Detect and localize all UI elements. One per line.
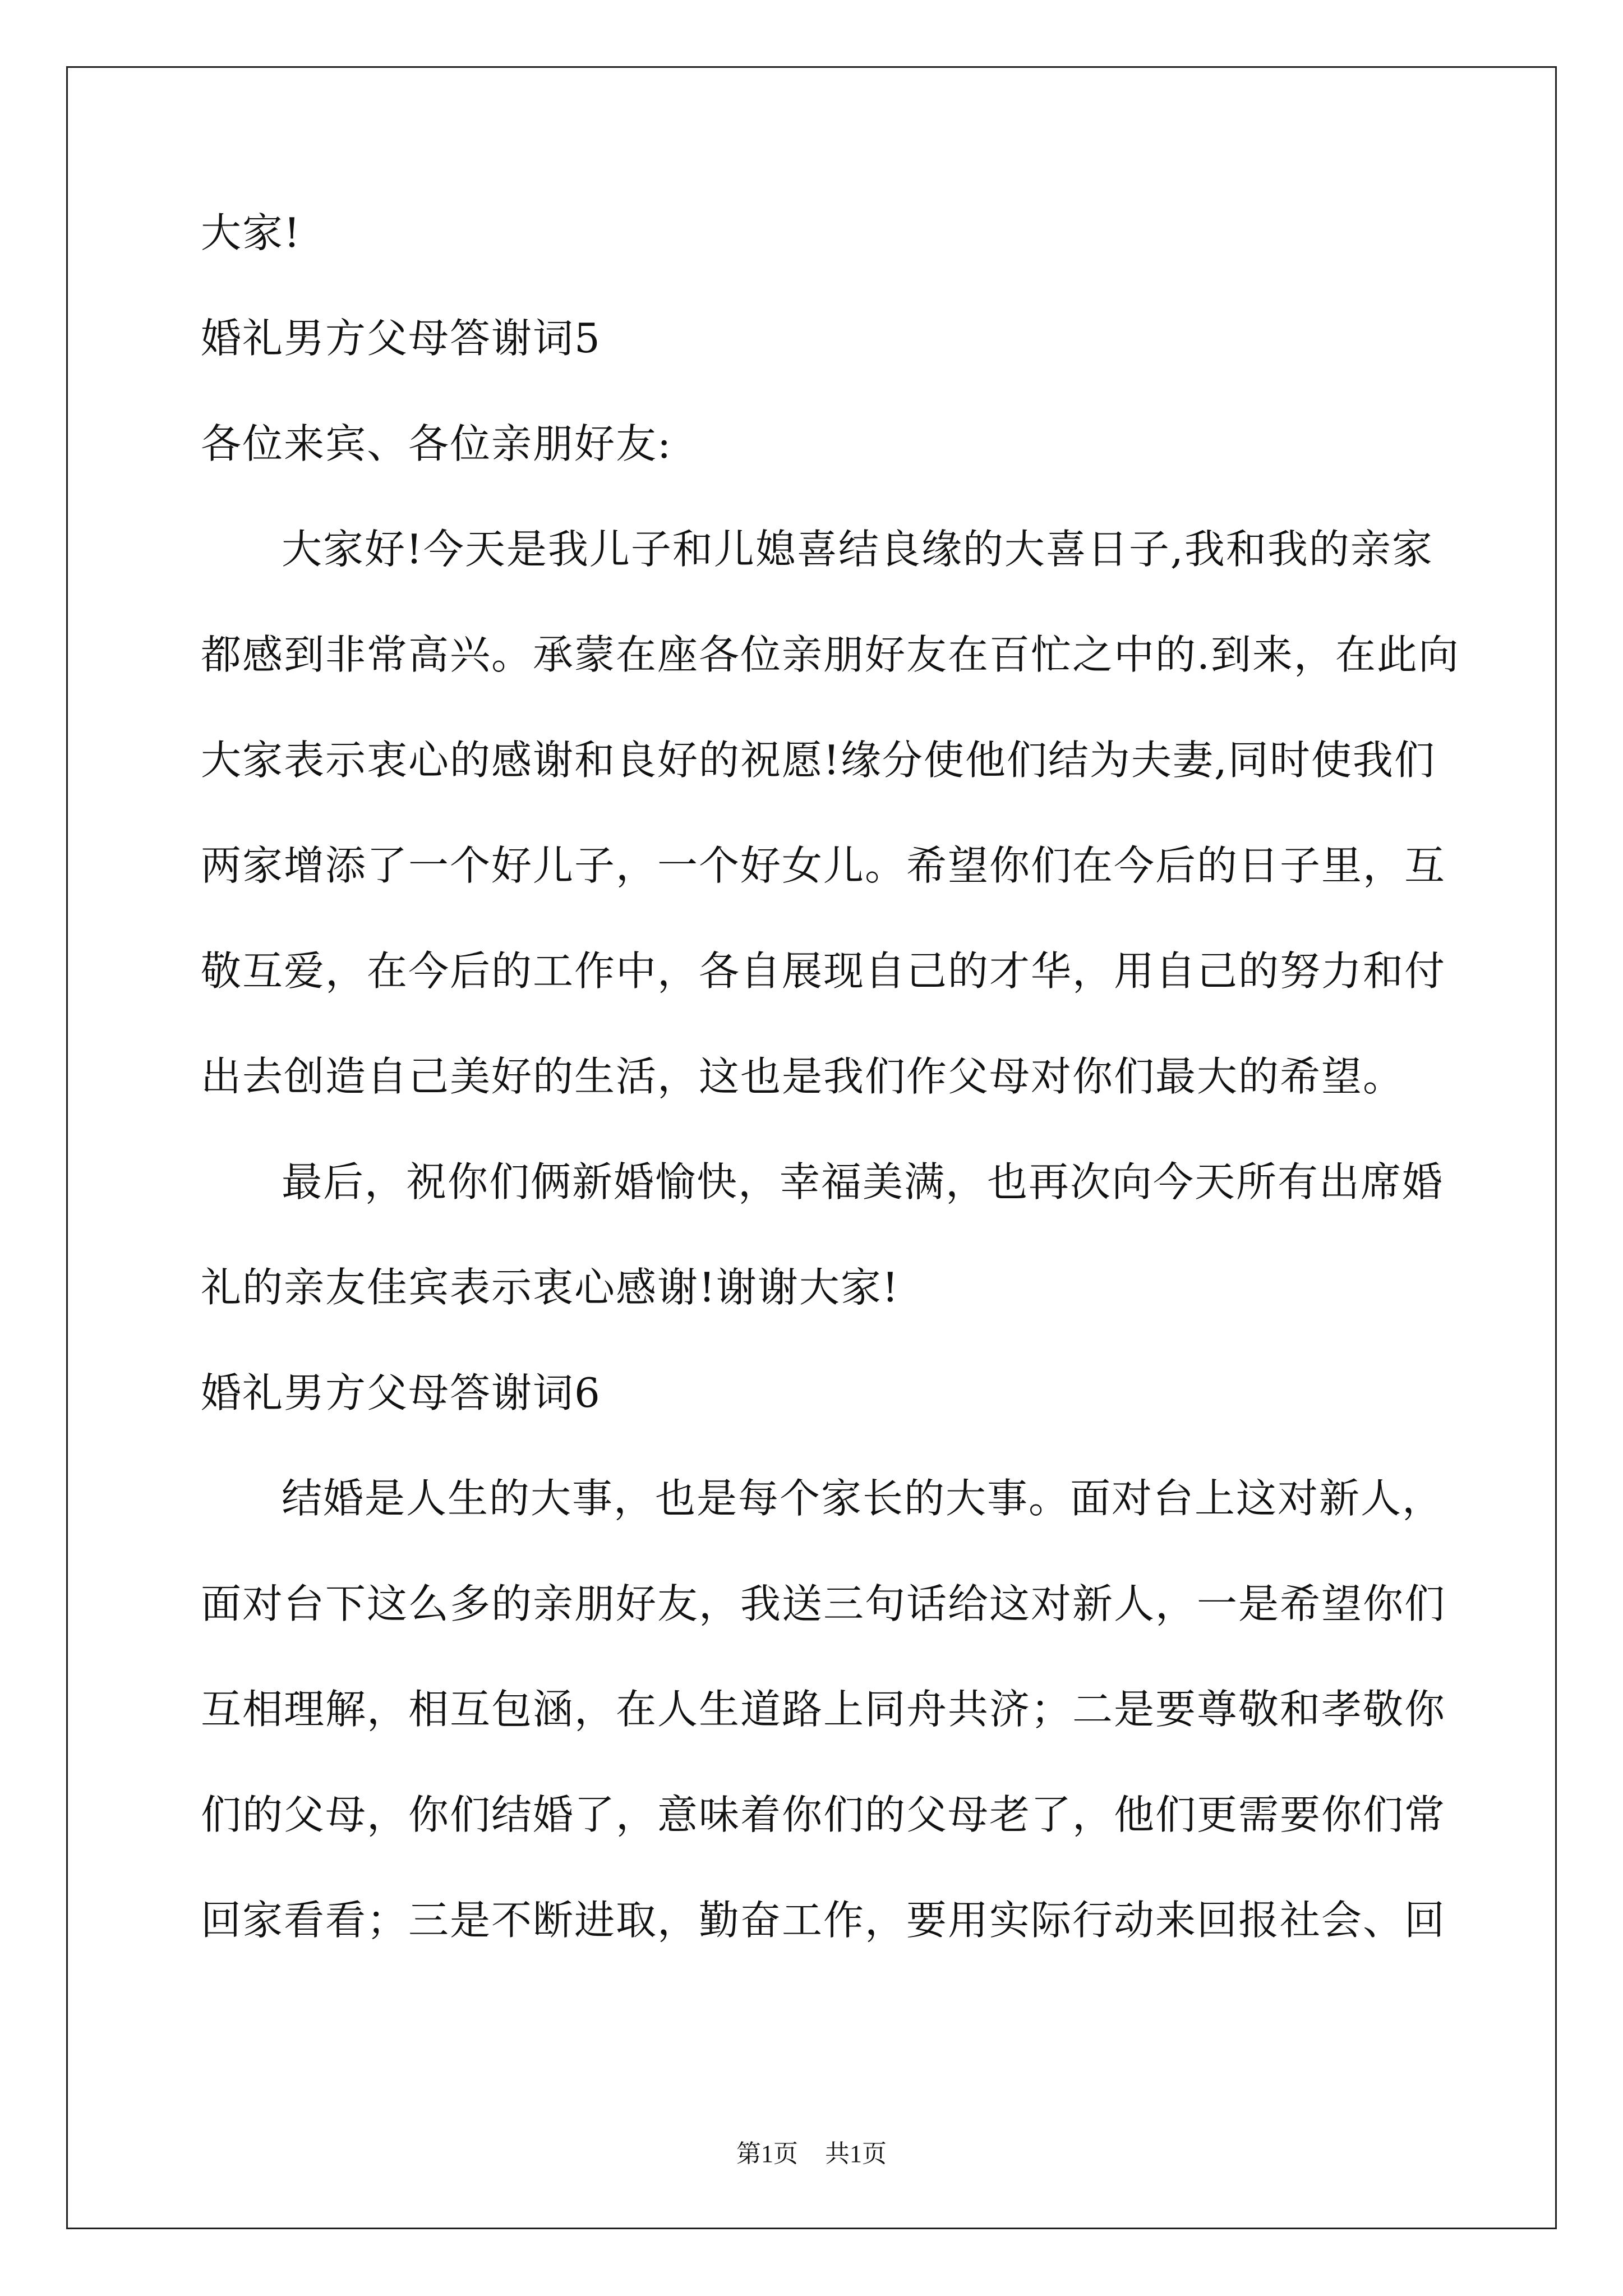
section-heading: 婚礼男方父母答谢词5 (201, 315, 601, 362)
paragraph-line: 都感到非常高兴。承蒙在座各位亲朋好友在百忙之中的.到来，在此向 (201, 631, 1460, 678)
paragraph-line: 出去创造自己美好的生活，这也是我们作父母对你们最大的希望。 (201, 1053, 1405, 1100)
paragraph-line: 两家增添了一个好儿子，一个好女儿。希望你们在今后的日子里，互 (201, 842, 1446, 889)
paragraph-line: 敬互爱，在今后的工作中，各自展现自己的才华，用自己的努力和付 (201, 947, 1446, 995)
section-heading: 婚礼男方父母答谢词6 (201, 1369, 601, 1416)
page-total: 共1页 (825, 2140, 887, 2168)
paragraph-line: 面对台下这么多的亲朋好友，我送三句话给这对新人，一是希望你们 (201, 1580, 1446, 1627)
paragraph-line: 回家看看；三是不断进取，勤奋工作，要用实际行动来回报社会、回 (201, 1897, 1446, 1944)
paragraph-line: 礼的亲友佳宾表示衷心感谢!谢谢大家! (201, 1264, 900, 1311)
paragraph-line: 最后，祝你们俩新婚愉快，幸福美满，也再次向今天所有出席婚 (282, 1158, 1444, 1205)
text-line: 大家! (201, 209, 301, 256)
paragraph-line: 们的父母，你们结婚了，意味着你们的父母老了，他们更需要你们常 (201, 1791, 1446, 1838)
salutation: 各位来宾、各位亲朋好友: (201, 420, 672, 467)
paragraph-line: 大家好!今天是我儿子和儿媳喜结良缘的大喜日子,我和我的亲家 (282, 526, 1433, 573)
paragraph-line: 大家表示衷心的感谢和良好的祝愿!缘分使他们结为夫妻,同时使我们 (201, 737, 1436, 784)
paragraph-line: 结婚是人生的大事，也是每个家长的大事。面对台上这对新人， (282, 1475, 1444, 1522)
page-number: 第1页 (736, 2140, 798, 2168)
paragraph-line: 互相理解，相互包涵，在人生道路上同舟共济；二是要尊敬和孝敬你 (201, 1686, 1446, 1733)
page-footer (0, 2138, 1623, 2170)
